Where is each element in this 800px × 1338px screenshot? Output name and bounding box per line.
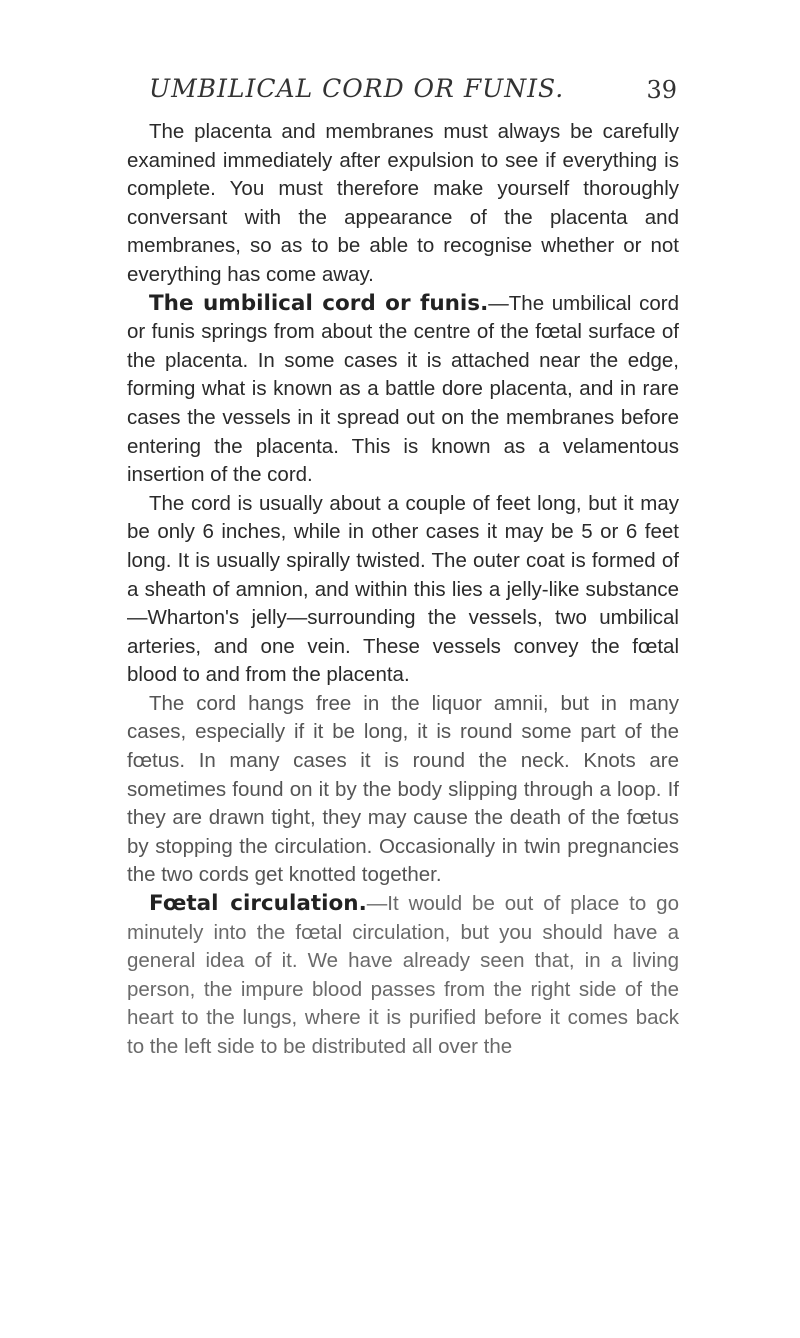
body-text — [127, 118, 679, 1062]
section-heading-foetal-circulation: Fœtal circulation. — [149, 891, 367, 917]
paragraph-umbilical-cord — [127, 290, 679, 490]
paragraph-text: The placenta and membranes must always be carefully examined immediately after expulsion to see if everything is complete. You must therefore make yourself thoroughly conversant with the appearance of the placenta and membranes, so as to be able to recognise whether or not everything has come away. — [127, 120, 679, 286]
book-page — [127, 72, 679, 1062]
paragraph-cord-length — [127, 490, 679, 690]
paragraph-text: The cord is usually about a couple of feet long, but it may be only 6 inches, while in other cases it may be 5 or 6 feet long. It is usually spirally twisted. The outer coat is formed of a sheath of amnion, and within this lies a jelly-like substance—Wharton's jelly—surrounding the vessels, two umbilical arteries, and one vein. These vessels convey the fœtal blood to and from the placenta. — [127, 491, 679, 687]
paragraph-placenta-examination — [127, 118, 679, 290]
paragraph-text: —It would be out of place to go minutely into the fœtal circulation, but you should have a general idea of it. We have already seen that, in a living person, the impure blood passes from the right side of the heart to the lungs, where it is purified before it comes back to the left side to be distributed all over the — [127, 892, 679, 1058]
paragraph-foetal-circulation — [127, 890, 679, 1062]
page-number: 39 — [646, 76, 677, 104]
paragraph-text: —The umbilical cord or funis springs from about the centre of the fœtal surface of the placenta. In some cases it is attached near the edge, forming what is known as a battle dore placenta, and in rare cases the vessels in it spread out on the membranes before entering the placenta. This is known as a velamentous insertion of the cord. — [127, 291, 680, 487]
section-heading-umbilical-cord: The umbilical cord or funis. — [149, 290, 489, 316]
running-header — [127, 72, 679, 118]
running-title: UMBILICAL CORD OR FUNIS. — [149, 74, 565, 103]
paragraph-text: The cord hangs free in the liquor amnii, but in many cases, especially if it be long, it is round some part of the fœtus. In many cases it is round the neck. Knots are sometimes found on it by the body slipping through a loop. If they are drawn tight, they may cause the death of the fœtus by stopping the circulation. Occasionally in twin pregnancies the two cords get knotted together. — [127, 691, 679, 887]
paragraph-cord-position — [127, 690, 679, 890]
